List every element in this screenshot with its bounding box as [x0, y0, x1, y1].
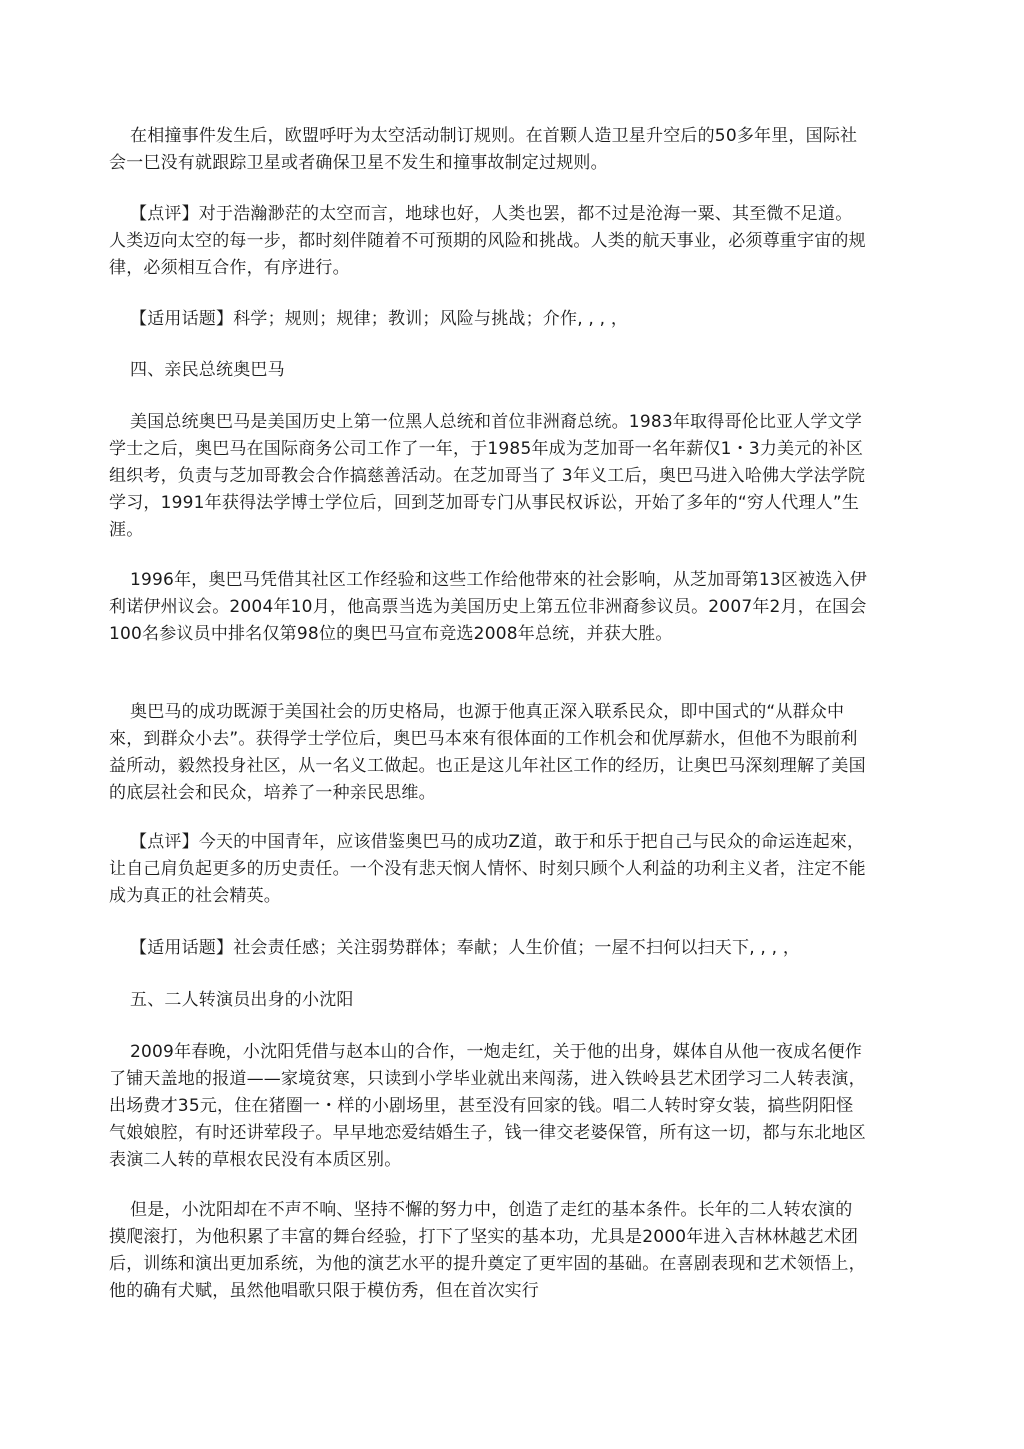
paragraph-text: 【点评】今天的中国青年，应该借鉴奥巴马的成功Z道，敢于和乐于把自己与民众的命运连起來，让自己肩负起更多的历史责任。一个没有悲天悯人情怀、时刻只顾个人利益的功利主义者，注定不能成为真正的社会精英。 — [109, 832, 866, 906]
paragraph-text: 在相撞事件发生后，欧盟呼吁为太空活动制订规则。在首颗人造卫星升空后的50多年里，国际社会一巳没有就跟踪卫星或者确保卫星不发生和撞事故制定过规则。 — [109, 126, 858, 173]
paragraph-topics-space — [109, 306, 869, 333]
paragraph-text: 美国总统奥巴马是美国历史上第一位黑人总统和首位非洲裔总统。1983年取得哥伦比亚人学文学学士之后，奥巴马在国际商务公司工作了一年，于1985年成为芝加哥一名年薪仅1・3力美元的补区组织考，负责与芝加哥教会合作搞慈善活动。在芝加哥当了 3年义工后，奥巴马进入哈佛大学法学院学习，1991年获得法学博士学位后，回到芝加哥专门从事民权诉讼，开始了多年的“穷人代理人”生涯。 — [109, 412, 866, 540]
paragraph-xiaoshenyang-origin — [109, 1039, 869, 1174]
section-heading: 五、二人转演员出身的小沈阳 — [130, 990, 354, 1010]
paragraph-comment-space — [109, 201, 869, 282]
paragraph-text: 【适用话题】社会责任感；关注弱势群体；奉献；人生价值；一屋不扫何以扫天下, , , ， — [130, 938, 801, 958]
paragraph-text: 2009年春晚，小沈阳凭借与赵本山的合作，一炮走红，关于他的出身，媒体自从他一夜成名便作了铺天盖地的报道——家境贫寒，只读到小学毕业就出来闯荡，进入铁岭县艺术团学习二人转表演，出场费才35元，住在猪圈一・样的小剧场里，甚至没有回家的钱。唱二人转时穿女装，搞些阴阳怪气娘娘腔，有时还讲荤段子。早早地恋爱结婚生子，钱一律交老婆保管，所有这一切，都与东北地区表演二人转的草根农民没有本质区别。 — [109, 1042, 866, 1170]
paragraph-text: 【点评】对于浩瀚渺茫的太空而言，地球也好，人类也罢，都不过是沧海一粟、其至微不足道。人类迈向太空的每一步，都时刻伴随着不可预期的风险和挑战。人类的航天事业，必须尊重宇宙的规律，必须相互合作，有序进行。 — [109, 204, 866, 278]
paragraph-space-rules — [109, 123, 869, 177]
paragraph-xiaoshenyang-effort — [109, 1197, 869, 1305]
section-heading-xiaoshenyang — [109, 987, 869, 1014]
paragraph-obama-success — [109, 699, 869, 807]
paragraph-text: 【适用话题】科学；规则；规律；教训；风险与挑战；介作, , , ， — [130, 309, 629, 329]
paragraph-text: 奥巴马的成功既源于美国社会的历史格局，也源于他真正深入联系民众，即中国式的“从群众中來，到群众小去”。获得学士学位后，奥巴马本來有很体面的工作机会和优厚薪水，但他不为眼前利益所动，毅然投身社区，从一名义工做起。也正是这儿年社区工作的经历，让奥巴马深刻理解了美国的底层社会和民众，培养了一种亲民思维。 — [109, 702, 866, 803]
paragraph-obama-career — [109, 567, 869, 648]
section-heading-obama — [109, 357, 869, 384]
section-heading: 四、亲民总统奥巴马 — [130, 360, 285, 380]
paragraph-comment-obama — [109, 829, 869, 910]
paragraph-topics-obama — [109, 935, 869, 962]
paragraph-obama-bio — [109, 409, 869, 544]
paragraph-text: 但是，小沈阳却在不声不响、坚持不懈的努力中，创造了走红的基本条件。长年的二人转农演的摸爬滚打，为他积累了丰富的舞台经验，打下了坚实的基本功，尤具是2000年进入吉林林越艺术团后，训练和演出更加系统，为他的演艺水平的提升奠定了更牢固的基础。在喜剧表现和艺术领悟上，他的确有犬赋，虽然他唱歌只限于模仿秀，但在首次实行 — [109, 1200, 866, 1301]
paragraph-text: 1996年，奥巴马凭借其社区工作经验和这些工作给他带來的社会影响，从芝加哥第13区被选入伊利诺伊州议会。2004年10月，他高票当选为美国历史上第五位非洲裔参议员。2007年2月，在国会100名参议员中排名仅第98位的奥巴马宣布竞选2008年总统，并获大胜。 — [109, 570, 867, 644]
